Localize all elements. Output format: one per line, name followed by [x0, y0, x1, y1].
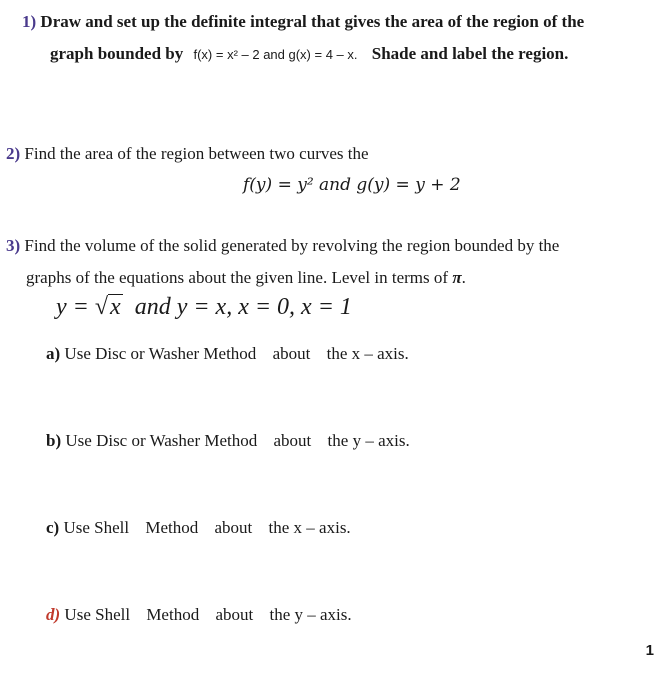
q3-part-a — [46, 344, 409, 364]
q2-line1 — [6, 144, 369, 164]
q1-line1 — [22, 12, 584, 32]
q1-text-line1: Draw and set up the definite integral that gives the area of the region of the — [40, 12, 585, 31]
page-number: 1 — [645, 642, 654, 659]
part-c-about: about — [214, 518, 253, 537]
part-c-axis: the x – axis. — [268, 518, 351, 537]
part-b-letter: b) — [46, 431, 62, 450]
part-d-about: about — [215, 605, 254, 624]
part-c-method: Use Shell — [63, 518, 130, 537]
part-a-letter: a) — [46, 344, 61, 363]
q3-number: 3) — [6, 236, 21, 255]
q3-period: . — [461, 268, 466, 287]
q2-text: Find the area of the region between two curves the — [24, 144, 369, 163]
pi-symbol: π — [452, 268, 462, 287]
part-c-method2: Method — [145, 518, 199, 537]
part-a-axis: the x – axis. — [326, 344, 409, 363]
q3-line1 — [6, 236, 559, 256]
q3-eq-lead: y = — [56, 294, 89, 320]
q1-text-line2-tail: Shade and label the region. — [371, 44, 569, 63]
q3-eq-rest: y = x, x = 0, x = 1 — [176, 294, 352, 320]
part-a-about: about — [272, 344, 311, 363]
q3-text-line2: graphs of the equations about the given line. Level in terms of — [26, 268, 449, 287]
part-b-about: about — [273, 431, 312, 450]
part-d-letter: d) — [46, 605, 61, 624]
q3-part-c — [46, 518, 351, 538]
part-a-method: Use Disc or Washer Method — [64, 344, 257, 363]
q1-functions: f(x) = x² – 2 and g(x) = 4 – x. — [193, 47, 358, 62]
q2-number: 2) — [6, 144, 21, 163]
part-d-axis: the y – axis. — [269, 605, 352, 624]
q3-part-b — [46, 431, 410, 451]
q3-eq-sqrt-arg: x — [110, 294, 121, 320]
q3-equation: y = √x and y = x, x = 0, x = 1 — [56, 294, 352, 320]
part-c-letter: c) — [46, 518, 60, 537]
q1-text-line2-lead: graph bounded by — [50, 44, 184, 63]
part-b-method: Use Disc or Washer Method — [65, 431, 258, 450]
q3-line2 — [26, 268, 466, 288]
part-d-method: Use Shell — [64, 605, 131, 624]
q3-part-d — [46, 605, 352, 625]
q1-number: 1) — [22, 12, 37, 31]
q2-equation: f(y) = y² and g(y) = y + 2 — [243, 175, 461, 195]
q3-text-line1: Find the volume of the solid generated by revolving the region bounded by the — [24, 236, 560, 255]
q1-line2 — [50, 44, 568, 64]
q3-eq-and: and — [134, 294, 171, 320]
part-b-axis: the y – axis. — [327, 431, 410, 450]
part-d-method2: Method — [146, 605, 200, 624]
